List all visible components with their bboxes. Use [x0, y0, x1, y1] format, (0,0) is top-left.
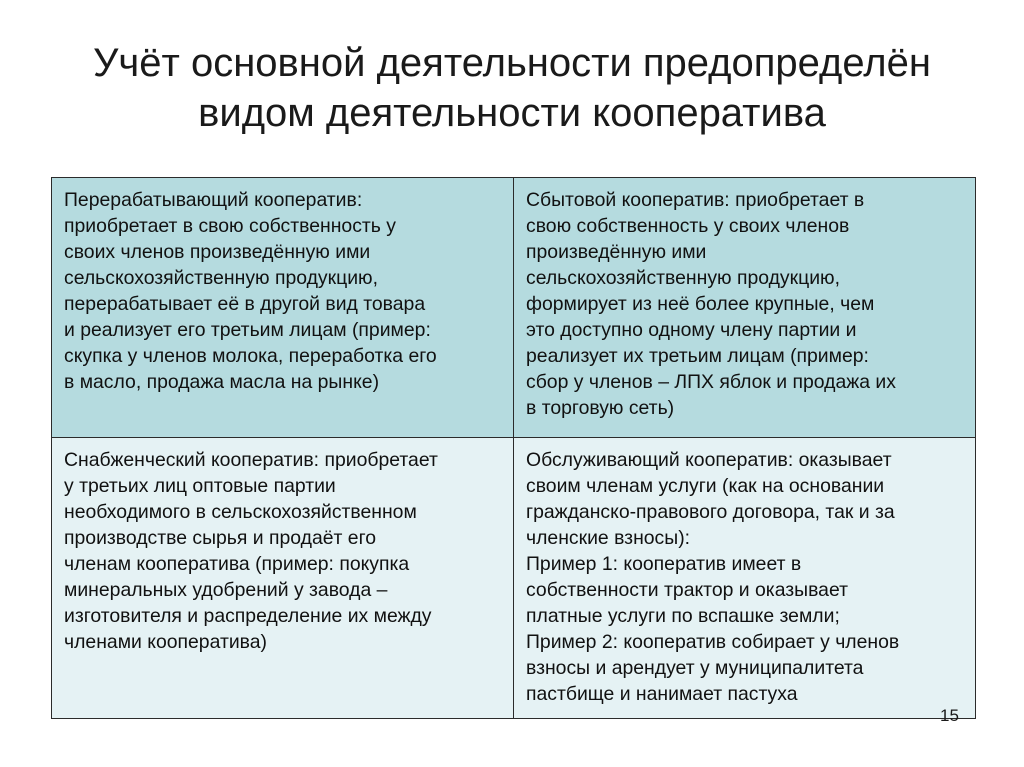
table-row: [52, 178, 976, 438]
cooperative-types-table: [51, 177, 976, 719]
slide-title: [60, 38, 964, 138]
supply-cooperative-cell: Снабженческий кооператив: приобретает у третьих лиц оптовые партии необходимого в сельскохозяйственном производстве сырья и продаёт его членам кооператива (пример: покупка минеральных удобрений у завода – изготовителя и распределение их между членами кооператива): [52, 438, 514, 719]
slide-title-line-2: видом деятельности кооператива: [198, 91, 826, 135]
slide-title-line-1: Учёт основной деятельности предопределён: [93, 41, 931, 85]
processing-cooperative-cell: Перерабатывающий кооператив: приобретает в свою собственность у своих членов произведённую ими сельскохозяйственную продукцию, перерабатывает её в другой вид товара и реализует его третьим лицам (пример: скупка у членов молока, переработка его в масло, продажа масла на рынке): [52, 178, 514, 438]
marketing-cooperative-cell: Сбытовой кооператив: приобретает в свою собственность у своих членов произведённую ими сельскохозяйственную продукцию, формирует из неё более крупные, чем это доступно одному члену партии и реализует их третьим лицам (пример: сбор у членов – ЛПХ яблок и продажа их в торговую сеть): [514, 178, 976, 438]
page-number: 15: [940, 706, 959, 725]
table-row: [52, 438, 976, 719]
service-cooperative-cell: Обслуживающий кооператив: оказывает своим членам услуги (как на основании гражданско-правового договора, так и за членские взносы): Пример 1: кооператив имеет в собственности трактор и оказывает платные услуги по вспашке земли; Пример 2: кооператив собирает у членов взносы и арендует у муниципалитета пастбище и нанимает пастуха: [514, 438, 976, 719]
